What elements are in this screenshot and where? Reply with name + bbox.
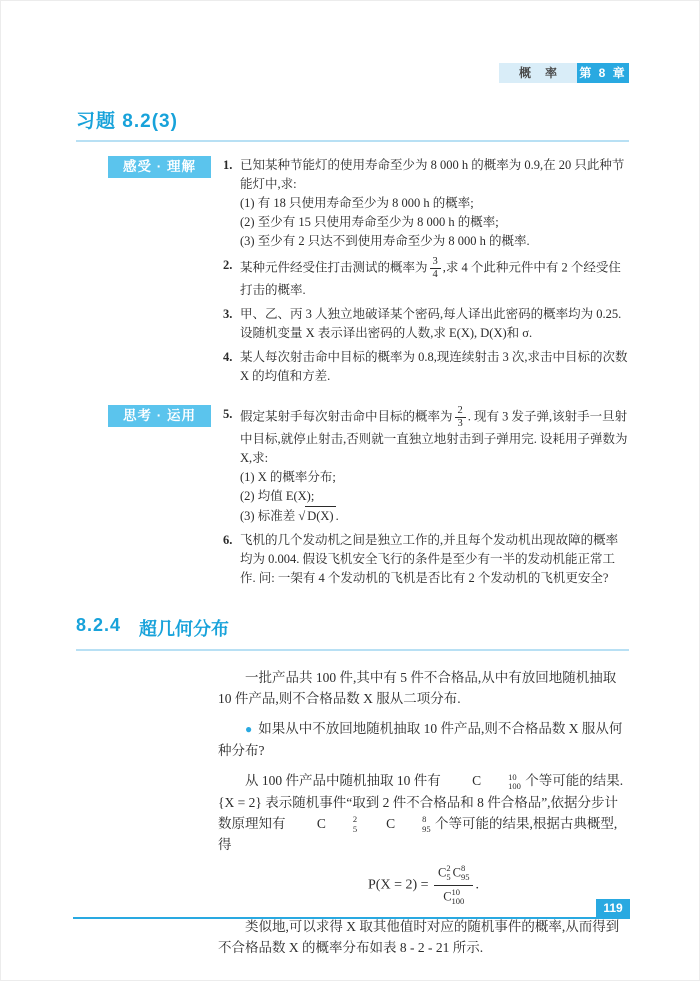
combination-symbol <box>443 888 464 907</box>
items-column <box>223 405 629 593</box>
paragraph: 类似地,可以求得 X 取其他值时对应的随机事件的概率,从而得到不合格品数 X 的概率分布如表 8 - 2 - 21 所示. <box>218 919 620 956</box>
footer-rule <box>73 917 630 919</box>
section-body <box>76 667 629 958</box>
section-number: 8.2.4 <box>76 615 122 636</box>
combination-superscript: 10 <box>508 771 517 782</box>
fraction-numerator: 2 <box>455 405 466 418</box>
item-text: 某人每次射击命中目标的概率为 0.8,现连续射击 3 次,求击中目标的次数 X 的均值和方差. <box>240 350 628 384</box>
combination-subscript: 95 <box>422 823 431 834</box>
combination-symbol <box>438 864 451 883</box>
chapter-tab: 第 8 章 <box>577 63 629 83</box>
paragraph-text: 从 100 件产品中随机抽取 10 件有 <box>245 773 445 789</box>
exercise-item-2 <box>223 256 629 300</box>
subject-tab: 概率 <box>499 63 577 83</box>
item-subquestion: (2) 均值 E(X); <box>240 489 315 504</box>
section-heading <box>76 615 629 641</box>
paragraph-text: 个等可能的结果,根据古典概型,得 <box>218 815 618 852</box>
item-number: 3. <box>223 307 233 322</box>
fraction <box>455 405 466 430</box>
item-number: 2. <box>223 258 233 272</box>
combination-subscript: 5 <box>446 872 451 883</box>
exercise-block-understand <box>76 156 629 391</box>
item-body <box>240 531 629 588</box>
item-body <box>240 256 629 300</box>
label-column <box>76 405 223 593</box>
exercise-item-6 <box>223 531 629 588</box>
combination-subscript: 100 <box>508 781 521 792</box>
item-body <box>240 305 629 343</box>
fraction-numerator: 3 <box>430 256 441 269</box>
page-content <box>1 1 699 958</box>
item-subquestion: (1) 有 18 只使用寿命至少为 8 000 h 的概率; <box>240 196 474 210</box>
combination-letter: C <box>316 815 326 831</box>
formula-lhs: P(X = 2) = <box>368 877 433 893</box>
item-text: 已知某种节能灯的使用寿命至少为 8 000 h 的概率为 0.9,在 20 只此种节能灯中,求: <box>240 158 625 191</box>
formula-numerator <box>434 864 473 886</box>
fraction <box>430 256 441 281</box>
section-rule <box>76 649 629 651</box>
label-column <box>76 156 223 391</box>
paragraph-text: 个等可能的结果. {X = 2} 表示随机事件“取到 2 件不合格品和 8 件合格品”,依据分步计数原理知有 <box>218 773 624 831</box>
formula-denominator <box>434 886 473 907</box>
item-text: ,求 4 个此种元件中有 2 个经受住打击的概率. <box>240 260 621 298</box>
paragraph-question <box>218 718 629 761</box>
radicand: D(X) <box>305 506 335 526</box>
exercise-title: 习题 8.2(3) <box>76 111 178 132</box>
exercise-item-3 <box>223 305 629 343</box>
exercise-item-1 <box>223 156 629 251</box>
combination-scripts <box>481 773 521 792</box>
item-body <box>240 156 629 251</box>
probability-formula <box>218 864 629 906</box>
combination-letter: C <box>472 773 482 789</box>
combination-superscript: 8 <box>422 814 427 825</box>
radical-sign: √ <box>298 509 306 524</box>
subquestion-text: (3) 标准差 <box>240 509 299 524</box>
combination-subscript: 95 <box>460 872 470 883</box>
fraction-denominator: 3 <box>457 418 463 430</box>
combination-scripts <box>395 815 431 834</box>
bullet-icon: ● <box>245 722 253 737</box>
combination-subscript: 5 <box>352 823 358 834</box>
item-subquestion: (2) 至少有 15 只使用寿命至少为 8 000 h 的概率; <box>240 215 499 229</box>
combination-scripts <box>446 864 450 883</box>
items-column <box>223 156 629 391</box>
item-number: 6. <box>223 533 233 548</box>
paragraph: 一批产品共 100 件,其中有 5 件不合格品,从中有放回地随机抽取 10 件产品,则不合格品数 X 服从二项分布. <box>218 670 617 707</box>
combination-letter: C <box>452 865 461 880</box>
combination-superscript: 2 <box>352 814 358 825</box>
paragraph <box>218 770 629 855</box>
item-number: 4. <box>223 350 233 365</box>
item-text: 飞机的几个发动机之间是独立工作的,并且每个发动机出现故障的概率均为 0.004. 假设飞机安全飞行的条件是至少有一半的发动机能正常工作. 问: 一架有 4 个发动机的飞机是否比有 2 个发动机的飞机更安全? <box>240 533 619 586</box>
combination-scripts <box>461 864 470 883</box>
item-body <box>240 405 629 526</box>
running-header <box>76 63 629 83</box>
item-text: 某种元件经受住打击测试的概率为 <box>240 260 428 275</box>
item-subquestion: (1) X 的概率分布; <box>240 470 336 485</box>
exercise-block-apply <box>76 405 629 593</box>
combination-subscript: 100 <box>451 895 465 906</box>
combination-symbol <box>359 813 431 834</box>
item-body <box>240 348 629 386</box>
combination-superscript: 8 <box>460 862 466 873</box>
section-label-apply: 思考 · 运用 <box>108 405 211 427</box>
title-rule <box>76 140 629 142</box>
formula-period: . <box>475 877 479 893</box>
item-number: 1. <box>223 158 233 172</box>
combination-scripts <box>452 888 465 907</box>
section-label-understand: 感受 · 理解 <box>108 156 211 178</box>
section-title: 超几何分布 <box>139 619 230 640</box>
item-text: . 现有 3 发子弹,该射手一旦射中目标,就停止射击,否则就一直独立地射击到子弹用完. 设耗用子弹数为 X,求: <box>240 409 628 466</box>
item-number: 5. <box>223 407 233 422</box>
combination-scripts <box>326 815 357 834</box>
formula-fraction <box>434 864 473 906</box>
item-subquestion <box>240 506 629 526</box>
combination-superscript: 2 <box>446 862 451 873</box>
page-number-badge: 119 <box>596 899 630 918</box>
square-root <box>298 506 335 526</box>
fraction-denominator: 4 <box>432 269 438 281</box>
item-text: 甲、乙、丙 3 人独立地破译某个密码,每人译出此密码的概率均为 0.25. 设随机变量 X 表示译出密码的人数,求 E(X), D(X)和 σ. <box>240 307 622 341</box>
exercise-item-5 <box>223 405 629 526</box>
combination-letter: C <box>443 888 452 903</box>
question-text: 如果从中不放回地随机抽取 10 件产品,则不合格品数 X 服从何种分布? <box>218 721 623 759</box>
item-text: 假定某射手每次射击命中目标的概率为 <box>240 409 453 424</box>
item-subquestion: (3) 至少有 2 只达不到使用寿命至少为 8 000 h 的概率. <box>240 234 530 248</box>
combination-symbol <box>453 864 470 883</box>
combination-symbol <box>290 813 357 834</box>
exercise-area <box>76 156 629 593</box>
subquestion-text: . <box>335 509 339 524</box>
combination-symbol <box>445 770 521 791</box>
combination-superscript: 10 <box>451 886 461 897</box>
combination-letter: C <box>438 865 447 880</box>
exercise-item-4 <box>223 348 629 386</box>
combination-letter: C <box>386 815 396 831</box>
